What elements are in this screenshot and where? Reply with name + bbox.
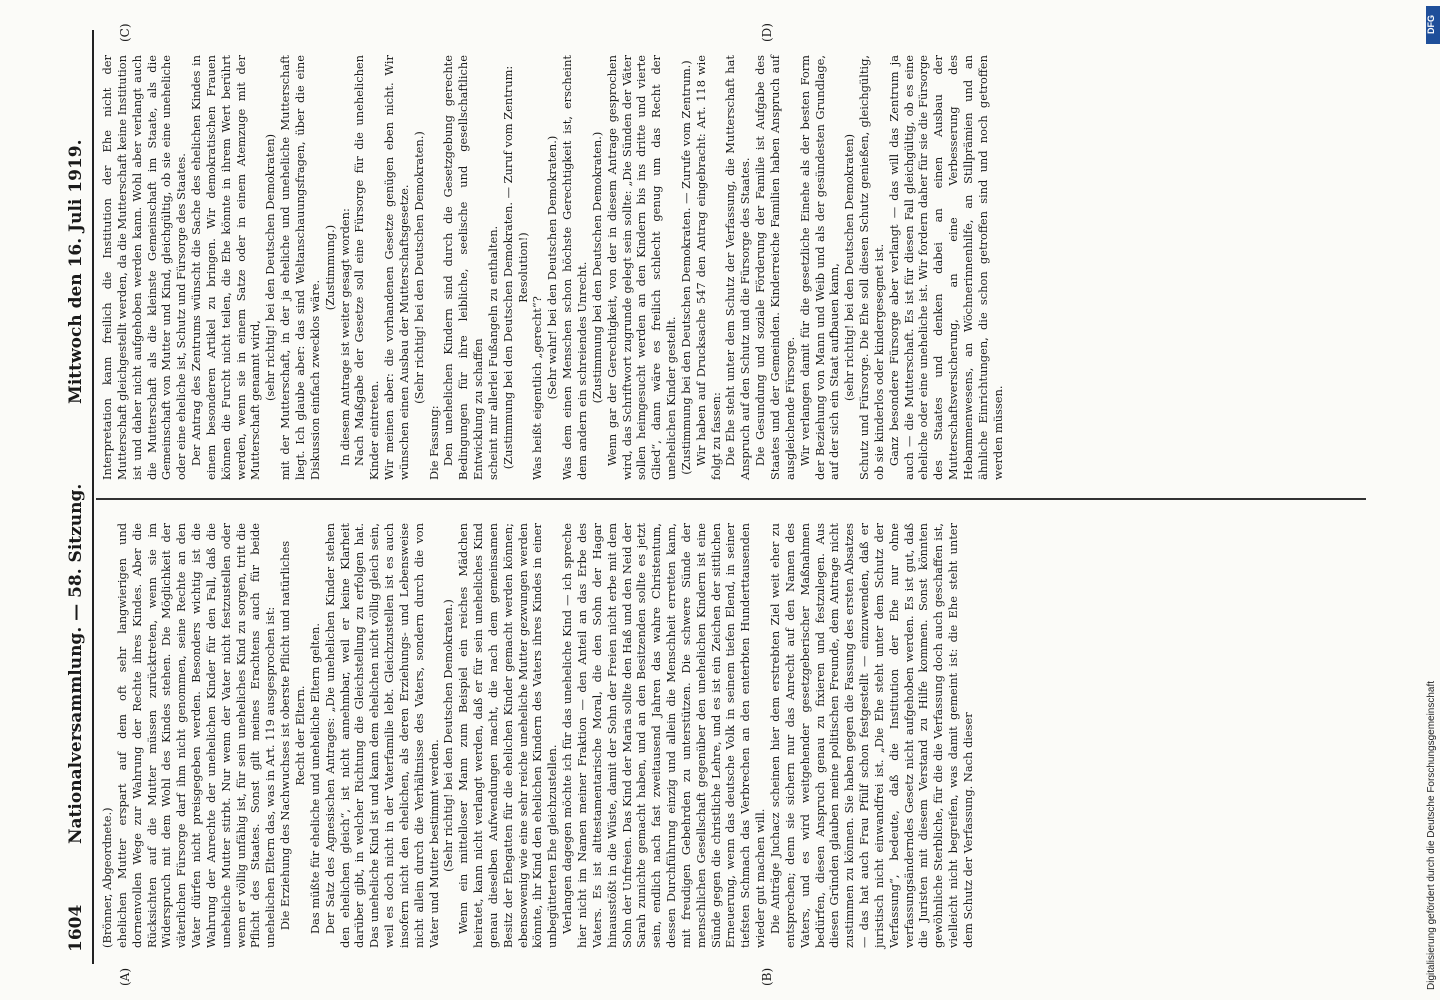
- paragraph: ehelichen Mutter erspart auf dem oft sehr langwierigen und dornenvollen Wege zur Wahrung der Rechte ihres Kindes. Aber die Rücksichten auf die Mutter müssen zurücktreten, wenn sie im Widerspruch mit dem Wohl des Kindes stehen. Die Möglichkeit der väterlichen Fürsorge darf ihm nicht genommen, seine Rechte an den Vater dürfen nicht preisgegeben werden. Besonders wichtig ist die Wahrung der Anrechte der unehelichen Kinder für den Fall, daß die uneheliche Mutter stirbt. Nur wenn der Vater nicht festzustellen oder wenn er völlig unfähig ist, für sein uneheliches Kind zu sorgen, tritt die Pflicht des Staates. Sonst gilt meines Erachtens auch für beide unehelichen Eltern das, was in Art. 119 ausgesprochen ist:: [114, 523, 278, 948]
- paragraph: Wenn gar der Gerechtigkeit, von der in diesem Antrage gesprochen wird, das Schriftwort zugrunde gelegt sein sollte: „Die Sünden der Väter sollen heimgesucht werden an den Kindern bis ins dritte und vierte Glied“, dann wäre es freilich schlecht genug um das Recht der unehelichen Kinder gestellt.: [604, 55, 679, 480]
- dfg-logo: DFG: [1426, 6, 1440, 44]
- interjection: (Sehr richtig! bei den Deutschen Demokraten.): [441, 599, 456, 872]
- digitization-credit-text: Digitalisierung gefördert durch die Deutsche Forschungsgemeinschaft: [1426, 680, 1437, 990]
- paragraph: In diesem Antrage ist weiter gesagt worden:: [337, 208, 352, 466]
- interjection: (Zustimmung bei den Deutschen Demokraten. — Zurufe vom Zentrum.): [678, 60, 693, 475]
- left-column: [100, 523, 976, 948]
- paragraph: Der Satz des Agnesischen Antrages: „Die unehelichen Kinder stehen den ehelichen gleich“, ist nicht annehmbar, weil er keine Klarheit darüber gibt, in welcher Richtung die Gleichstellung zu erfolgen hat. Das uneheliche Kind ist und kann dem ehelichen nicht völlig gleich sein, weil es doch nicht in der Vaterfamilie lebt. Gleichzustellen ist es auch insofern nicht den ehelichen, als deren Erziehungs- und Lebensweise nicht allein durch die Verhältnisse des Vaters, sondern durch die von Vater und Mutter bestimmt werden.: [322, 523, 441, 948]
- paragraph: Die Fassung:: [426, 405, 441, 480]
- paragraph: Ganz besondere Fürsorge aber verlangt — das will das Zentrum ja auch — die Mutterschaft. Es ist für diesen Fall gleichgültig, ob es eine eheliche oder eine uneheliche ist. Wir fordern daher für sie die Fürsorge des Staates und denken dabei an einen Ausbau der Mutterschaftsversicherung, an eine Verbesserung des Hebammenwesens, an Wöchnerinnenhilfe, an Stillprämien und an ähnliche Einrichtungen, die schon getroffen sind und noch getroffen werden müssen.: [886, 55, 1005, 480]
- header-left-title: Nationalversammlung. — 58. Sitzung.: [66, 483, 86, 844]
- page-header: [52, 30, 94, 964]
- margin-marker-c: (C): [118, 23, 132, 42]
- paragraph: Was dem einen Menschen schon höchste Gerechtigkeit ist, erscheint dem andern ein schreiendes Unrecht.: [560, 55, 589, 480]
- digitization-note: [1406, 0, 1437, 1000]
- speaker-line: (Brönner, Abgeordnete.): [100, 807, 114, 948]
- paragraph: Der Antrag des Zentrums wünscht die Sache des ehelichen Kindes in einem besonderen Artikel zu bringen. Wir demokratischen Frauen können die Furcht nicht teilen, die Ehe könnte in ihrem Wert berührt werden, wenn sie in einem Satze oder in einem Atemzuge mit der Mutterschaft genannt wird,: [189, 55, 263, 480]
- paragraph: Verlangen dagegen möchte ich für das uneheliche Kind — ich spreche hier nicht im Namen meiner Fraktion — den Anteil an das Erbe des Vaters. Es ist alttestamentarische Moral, die den Sohn der Hagar hinausstößt in die Wüste, damit der Sohn der Freien nicht erbe mit dem Sohn der Unfreien. Das Kind der Maria sollte den Haß und den Neid der Sarah zunichte gemacht haben, und an den Besitzenden sollte es jetzt sein, endlich nach fast zweitausend Jahren das wahre Christentum, dessen Durchführung einzig und allein die Menschheit erretten kann, mit freudigen Gebehrden zu unterstützen. Die schwere Sünde der menschlichen Gesellschaft gegenüber den unehelichen Kindern ist eine Sünde gegen die christliche Lehre, und es ist ein Zeichen der sittlichen Erneuerung, wenn das deutsche Volk in seinem tiefen Elend, in seiner tiefsten Schmach das Verbrechen an den enterbten Hunderttausenden wieder gut machen will.: [560, 523, 768, 948]
- paragraph: scheint mir allerlei Fußangeln zu enthalten.: [485, 225, 500, 480]
- margin-marker-a: (A): [118, 967, 132, 986]
- interjection: (Zustimmung bei den Deutschen Demokraten. — Zuruf vom Zentrum: Resolution!): [500, 65, 530, 470]
- paragraph: Wir haben auf Drucksache 547 den Antrag eingebracht: Art. 118 wie folgt zu fassen:: [693, 55, 723, 480]
- interjection: (sehr richtig! bei den Deutschen Demokraten): [263, 133, 278, 402]
- page-number: 1604: [66, 904, 86, 952]
- quote-paragraph: Nach Maßgabe der Gesetze soll eine Fürsorge für die unehelichen Kinder eintreten.: [352, 55, 382, 480]
- interjection: (Sehr richtig! bei den Deutschen Demokraten.): [411, 131, 426, 404]
- paragraph: Wir verlangen damit für die gesetzliche Einehe als der besten Form der Beziehung von Mann und Weib und als der gesündesten Grundlage, auf der sich ein Staat aufbauen kann,: [797, 55, 842, 480]
- paragraph: Wir meinen aber: die vorhandenen Gesetze genügen eben nicht. Wir wünschen einen Ausbau der Mutterschaftsgesetze.: [382, 55, 411, 480]
- interjection: (sehr richtig! bei den Deutschen Demokraten): [842, 133, 857, 402]
- margin-marker-b: (B): [760, 967, 774, 986]
- paragraph: Wenn ein mittelloser Mann zum Beispiel ein reiches Mädchen heiratet, kann nicht verlangt werden, daß er für sein uneheliches Kind genau dieselben Aufwendungen macht, die nach dem gemeinsamen Besitz der Ehegatten für die ehelichen Kinder gemacht werden können; ebensowenig wie eine sehr reiche uneheliche Mutter gezwungen werden könnte, ihr Kind den ehelichen Kindern des Vaters ihres Kindes in einer unbegütterten Ehe gleichzustellen.: [456, 523, 560, 948]
- paragraph: mit der Mutterschaft, in der ja eheliche und uneheliche Mutterschaft liegt. Ich glaube aber: das sind Weltanschauungsfragen, über die eine Diskussion einfach zwecklos wäre.: [278, 55, 322, 480]
- paragraph: Interpretation kann freilich die Institution der Ehe nicht der Mutterschaft gleichgestellt werden, da die Mutterschaft keine Institution ist und daher nicht aufgehoben werden kann. Wohl aber verlangt auch die Mutterschaft als die kleinste Gemeinschaft im Staate, als die Gemeinschaft von Mutter und Kind, gleichgültig, ob sie eine uneheliche oder eine eheliche ist, Schutz und Fürsorge des Staates.: [100, 55, 189, 480]
- header-right-title: Mittwoch den 16. Juli 1919.: [66, 139, 86, 404]
- right-column: [100, 55, 1005, 480]
- column-separator: [96, 498, 1366, 500]
- quote-paragraph: Die Gesundung und soziale Förderung der Familie ist Aufgabe des Staates und der Gemeinden. Kinderreiche Familien haben Anspruch auf ausgleichende Fürsorge.: [753, 55, 797, 480]
- quote-paragraph: Den unehelichen Kindern sind durch die Gesetzgebung gerechte Bedingungen für ihre leibliche, seelische und gesellschaftliche Entwicklung zu schaffen: [441, 55, 486, 480]
- quote-paragraph: Die Erziehung des Nachwuchses ist oberste Pflicht und natürliches Recht der Eltern.: [278, 540, 307, 931]
- quote-paragraph: Die Ehe steht unter dem Schutz der Verfassung, die Mutterschaft hat Anspruch auf den Schutz und die Fürsorge des Staates.: [723, 55, 753, 480]
- interjection: (Sehr wahr! bei den Deutschen Demokraten.): [545, 135, 560, 400]
- interjection: (Zustimmung bei den Deutschen Demokraten.): [589, 131, 604, 404]
- paragraph: Schutz und Fürsorge. Die Ehe soll diesen Schutz genießen, gleichgültig, ob sie kinderlos oder kindergesegnet ist.: [857, 55, 886, 480]
- paragraph: Was heißt eigentlich „gerecht“?: [530, 296, 545, 480]
- paragraph: Das müßte für eheliche und uneheliche Eltern gelten.: [307, 623, 322, 934]
- paragraph: Die Anträge Juchacz scheinen hier dem erstrebten Ziel weit eher zu entsprechen; denn sie sichern nur das Anrecht auf den Namen des Vaters, und es wird weitgehender gesetzgeberischer Maßnahmen bedürfen, diesen Anspruch genau zu fixieren und festzulegen. Aus diesen Gründen glauben meine politischen Freunde, dem Antrage nicht zustimmen zu können. Sie haben gegen die Fassung des ersten Absatzes — das hat auch Frau Pfülf schon festgestellt — einzuwenden, daß er juristisch nicht einwandfrei ist. „Die Ehe steht unter dem Schutz der Verfassung“, bedeute, daß die Institution der Ehe nur ohne verfassungsänderndes Gesetz nicht aufgehoben werden. Es ist gut, daß die Juristen mit diesem Verstand zu Hilfe kommen. Sonst könnten gewöhnliche Sterbliche, für die die Verfassung doch auch geschaffen ist, vielleicht nicht begreifen, was damit gemeint ist: die Ehe steht unter dem Schutz der Verfassung. Nach dieser: [767, 523, 975, 948]
- interjection: (Zustimmung.): [322, 224, 337, 311]
- margin-marker-d: (D): [760, 23, 774, 42]
